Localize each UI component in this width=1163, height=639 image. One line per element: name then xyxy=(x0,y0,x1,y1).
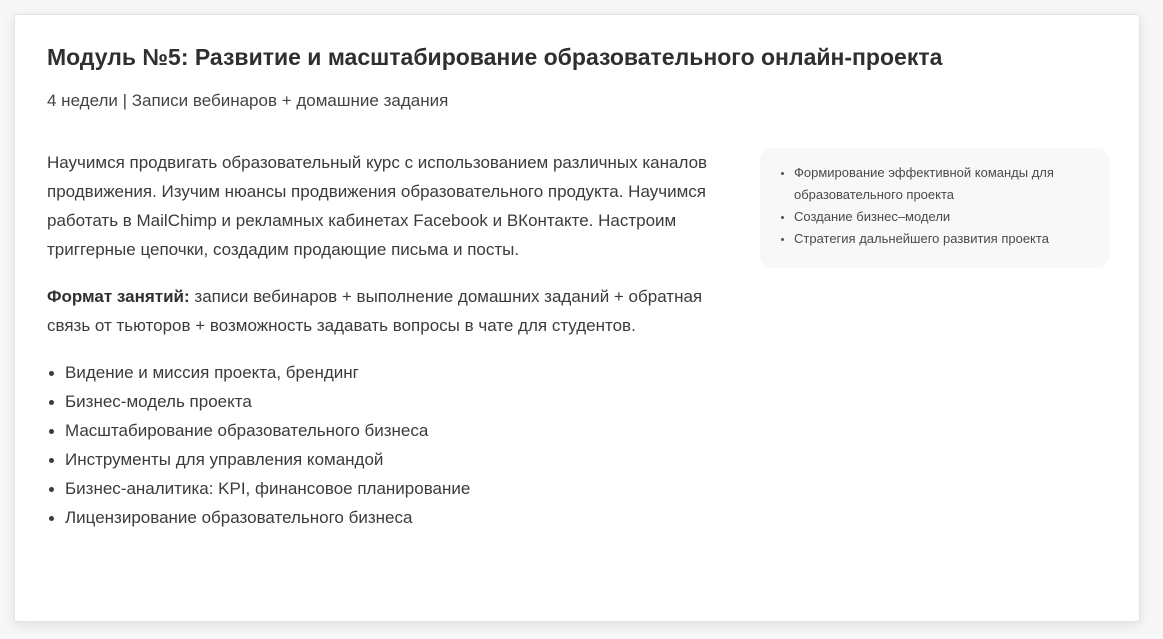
format-label: Формат занятий: xyxy=(47,287,190,306)
list-item: Лицензирование образовательного бизнеса xyxy=(47,503,747,532)
side-panel-item: Стратегия дальнейшего развития проекта xyxy=(794,228,1089,250)
list-item: Масштабирование образовательного бизнеса xyxy=(47,416,747,445)
side-panel-list xyxy=(794,162,1089,250)
module-title: Модуль №5: Развитие и масштабирование образовательного онлайн-проекта xyxy=(47,44,943,70)
format-text: записи вебинаров + выполнение домашних заданий + обратная связь от тьюторов + возможность задавать вопросы в чате для студентов. xyxy=(47,287,703,335)
list-item: Бизнес-модель проекта xyxy=(47,387,747,416)
topics-list xyxy=(47,358,747,532)
side-panel xyxy=(760,148,1109,268)
module-format xyxy=(47,282,747,340)
list-item: Бизнес-аналитика: KPI, финансовое планирование xyxy=(47,474,747,503)
module-subtitle: 4 недели | Записи вебинаров + домашние задания xyxy=(47,91,449,110)
list-item: Инструменты для управления командой xyxy=(47,445,747,474)
list-item: Видение и миссия проекта, брендинг xyxy=(47,358,747,387)
module-content xyxy=(47,148,747,532)
side-panel-item: Формирование эффективной команды для образовательного проекта xyxy=(794,162,1089,206)
side-panel-item: Создание бизнес–модели xyxy=(794,206,1089,228)
module-description: Научимся продвигать образовательный курс с использованием различных каналов продвижения. Изучим нюансы продвижения образовательного продукта. Научимся работать в MailChimp и рекламных кабинетах Facebook и ВКонтакте. Настроим триггерные цепочки, создадим продающие письма и посты. xyxy=(47,153,708,259)
module-card xyxy=(14,14,1140,622)
